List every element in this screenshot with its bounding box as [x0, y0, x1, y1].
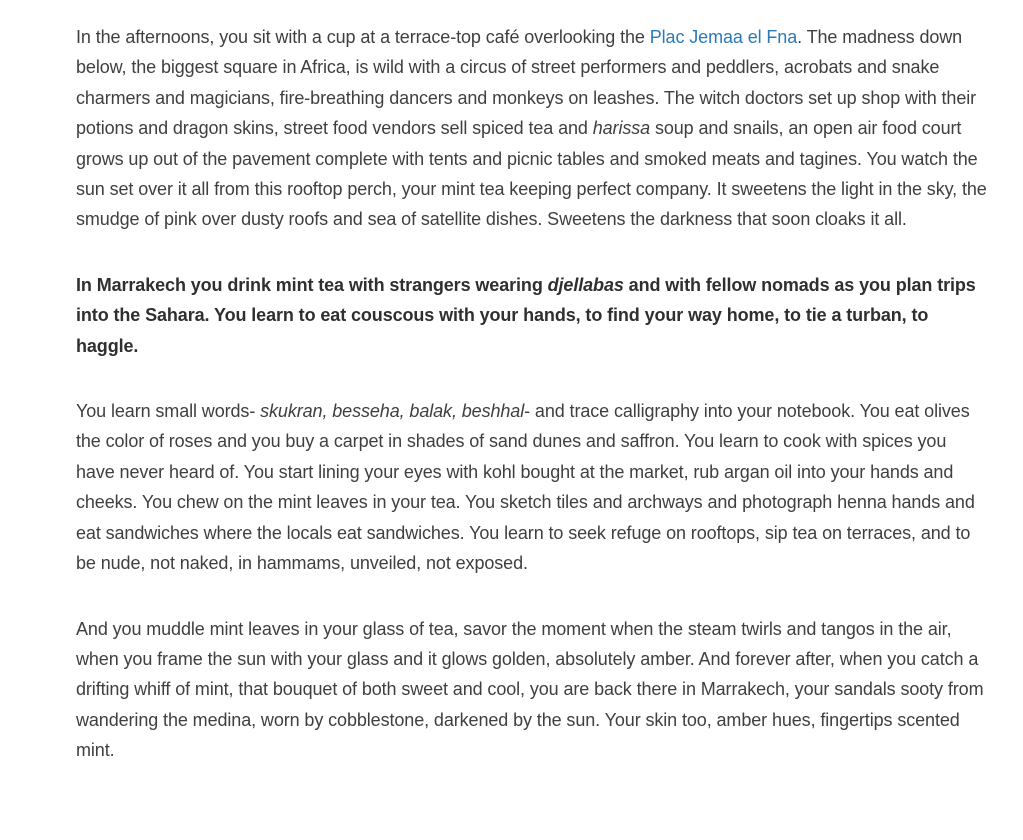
paragraph-1-text-c: soup and snails, an open air food court grows up out of the pavement complete with tents and picnic tables and smoked meats and tagines. You watch the sun set over it all from this rooftop perch, your mint tea keeping perfect company. It sweetens the light in the sky, the smudge of pink over dusty roofs and sea of satellite dishes. Sweetens the darkness that soon cloaks it all. — [76, 118, 987, 230]
paragraph-3-text-b: - and trace calligraphy into your notebook. You eat olives the color of roses and you buy a carpet in shades of sand dunes and saffron. You learn to cook with spices you have never heard of. You start lining your eyes with kohl bought at the market, rub argan oil into your hands and cheeks. You chew on the mint leaves in your tea. You sketch tiles and archways and photograph henna hands and eat sandwiches where the locals eat sandwiches. You learn to seek refuge on rooftops, sip tea on terraces, and to be nude, not naked, in hammams, unveiled, not exposed. — [76, 401, 975, 574]
paragraph-2-bold — [76, 270, 988, 361]
harissa-emphasis: harissa — [592, 118, 651, 139]
paragraph-4 — [76, 614, 988, 766]
paragraph-4-text: And you muddle mint leaves in your glass of tea, savor the moment when the steam twirls and tangos in the air, when you frame the sun with your glass and it glows golden, absolutely amber. And forever after, when you catch a drifting whiff of mint, that bouquet of both sweet and cool, you are back there in Marrakech, your sandals sooty from wandering the medina, worn by cobblestone, darkened by the sun. Your skin too, amber hues, fingertips scented mint. — [76, 618, 984, 761]
paragraph-1-text-b: . The madness down below, the biggest square in Africa, is wild with a circus of street performers and peddlers, acrobats and snake charmers and magicians, fire-breathing dancers and monkeys on leashes. The witch doctors set up shop with their potions and dragon skins, street food vendors sell spiced tea and — [76, 27, 977, 139]
plac-jemaa-el-fna-link[interactable]: Plac Jemaa el Fna — [649, 27, 798, 47]
paragraph-3 — [76, 396, 988, 578]
paragraph-2-text-a: In Marrakech you drink mint tea with strangers wearing — [76, 274, 548, 295]
article-body — [76, 22, 988, 801]
djellabas-emphasis: djellabas — [547, 274, 624, 295]
paragraph-2-text-b: and with fellow nomads as you plan trips into the Sahara. You learn to eat couscous with your hands, to find your way home, to tie a turban, to haggle. — [76, 274, 976, 356]
paragraph-3-text-a: You learn small words- — [76, 401, 261, 422]
small-words-emphasis: skukran, besseha, balak, beshhal — [260, 401, 525, 422]
paragraph-1-text-a: In the afternoons, you sit with a cup at a terrace-top café overlooking the — [76, 27, 650, 47]
paragraph-1 — [76, 22, 988, 235]
